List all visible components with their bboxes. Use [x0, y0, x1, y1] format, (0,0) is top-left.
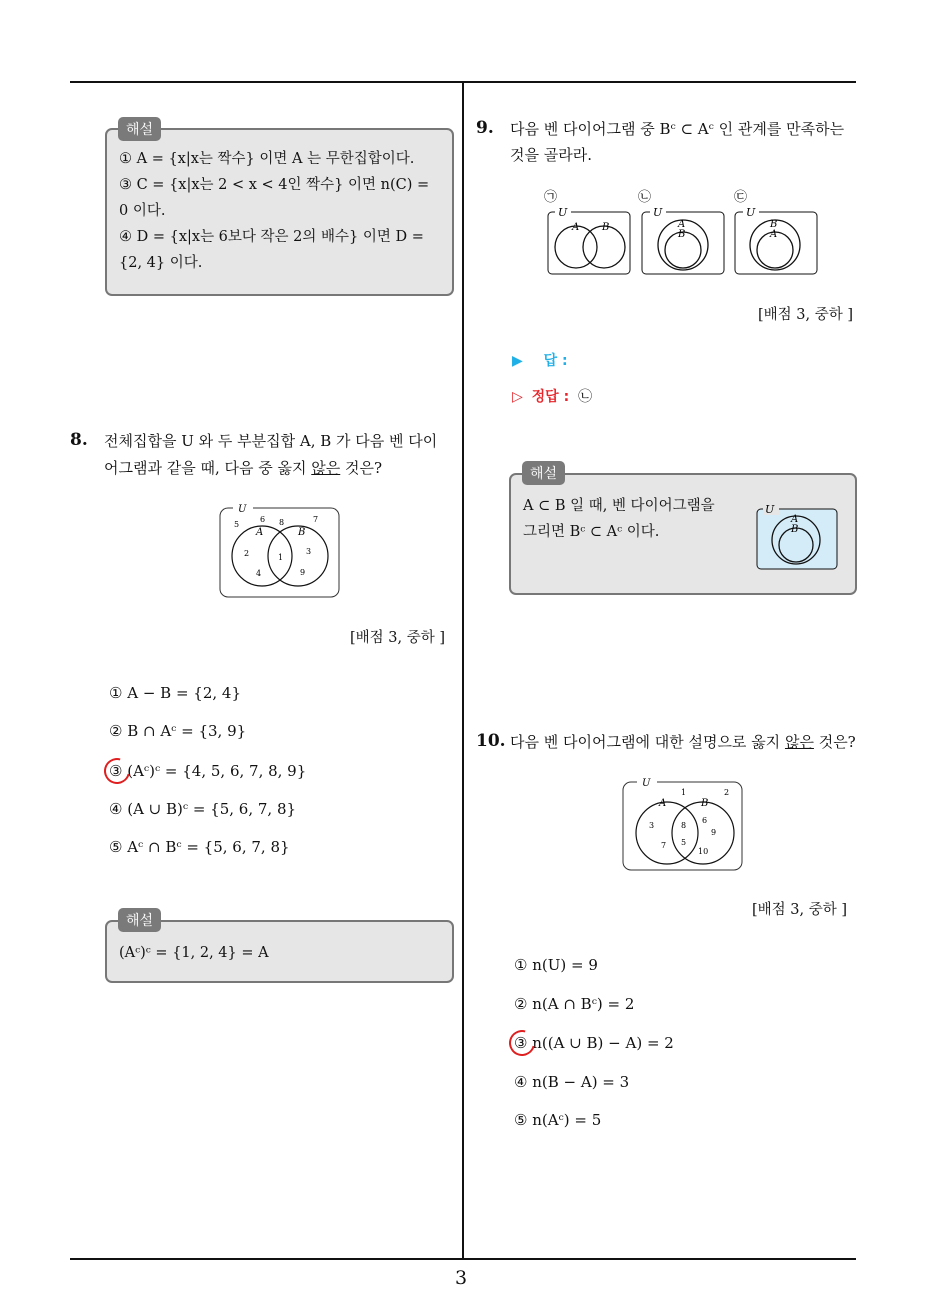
venn-number: 8	[681, 821, 687, 830]
question-8-text: 어그램과 같을 때, 다음 중 옳지	[104, 459, 312, 477]
choice-5[interactable]: ⑤ n(Aᶜ) = 5	[514, 1111, 602, 1129]
explanation-venn	[753, 497, 841, 573]
explanation-line: ③ C = {x|x는 2 < x < 4인 짝수} 이면 n(C) =	[119, 177, 430, 193]
question-9-text-line2: 것을 골라라.	[510, 146, 592, 164]
choice-1[interactable]: ① n(U) = 9	[514, 956, 598, 974]
explanation-line: ① A = {x|x는 짝수} 이면 A 는 무한집합이다.	[119, 151, 415, 167]
explanation-line: (Aᶜ)ᶜ = {1, 2, 4} = A	[119, 945, 269, 961]
question-10-text-part: 것은?	[813, 733, 856, 751]
venn-label-a: A	[256, 527, 264, 538]
bottom-rule	[70, 1258, 856, 1260]
venn-label-a: A	[659, 798, 667, 809]
choice-4[interactable]: ④ (A ∪ B)ᶜ = {5, 6, 7, 8}	[109, 800, 297, 818]
question-8-score: [배점 3, 중하 ]	[350, 630, 446, 646]
venn-diagram-q10	[621, 776, 745, 874]
page-number: 3	[455, 1267, 468, 1289]
venn-number: 2	[724, 788, 730, 797]
explanation-box-q9	[509, 473, 857, 595]
explanation-line: A ⊂ B 일 때, 벤 다이어그램을	[523, 498, 715, 514]
play-icon: ▶	[512, 353, 523, 369]
outline-triangle-icon: ▷	[512, 389, 523, 405]
svg-text:B: B	[678, 229, 686, 240]
answer-label: 답 :	[543, 353, 568, 369]
svg-text:B: B	[791, 524, 799, 535]
venn-label-b: B	[298, 527, 306, 538]
choice-2[interactable]: ② B ∩ Aᶜ = {3, 9}	[109, 722, 247, 740]
underlined-word: 않은	[784, 733, 814, 751]
answer-mark-circle	[99, 753, 135, 789]
venn-label-b: B	[701, 798, 709, 809]
venn-number: 1	[681, 788, 687, 797]
explanation-tag: 해설	[118, 117, 161, 141]
venn-number: 5	[234, 520, 240, 529]
svg-text:U: U	[558, 206, 568, 219]
question-9-number: 9.	[476, 118, 494, 138]
svg-text:A: A	[791, 514, 799, 525]
option-label-3: ㉢	[734, 190, 748, 205]
question-10-text	[510, 729, 856, 756]
venn-number: 10	[698, 847, 709, 856]
explanation-tag: 해설	[118, 908, 161, 932]
option-label-2: ㉡	[638, 190, 652, 205]
explanation-box-1	[105, 128, 454, 296]
svg-text:B: B	[602, 222, 610, 233]
choice-1[interactable]: ① A − B = {2, 4}	[109, 684, 241, 702]
question-8-text-line2	[104, 455, 382, 482]
venn-number: 6	[260, 515, 266, 524]
correct-answer-row	[512, 386, 592, 406]
svg-text:U: U	[746, 206, 756, 219]
option-label-1: ㉠	[544, 190, 558, 205]
answer-row	[512, 350, 568, 370]
underlined-word: 않은	[311, 459, 341, 477]
venn-number: 9	[711, 828, 717, 837]
svg-text:U: U	[765, 503, 775, 516]
question-9-score: [배점 3, 중하 ]	[758, 307, 854, 323]
correct-label: 정답 :	[531, 389, 570, 405]
venn-number: 6	[702, 816, 708, 825]
explanation-line: ④ D = {x|x는 6보다 작은 2의 배수} 이면 D =	[119, 229, 424, 245]
venn-diagram-q8	[218, 502, 342, 600]
svg-text:A: A	[678, 219, 686, 230]
question-8-text-line1: 전체집합을 U 와 두 부분집합 A, B 가 다음 벤 다이	[104, 432, 438, 450]
venn-label-u: U	[642, 778, 651, 789]
venn-label-u: U	[238, 504, 247, 515]
choice-3[interactable]: ③ (Aᶜ)ᶜ = {4, 5, 6, 7, 8, 9}	[109, 762, 307, 780]
svg-text:U: U	[653, 206, 663, 219]
svg-text:B: B	[770, 219, 778, 230]
venn-number: 8	[279, 518, 285, 527]
question-10-number: 10.	[476, 731, 506, 751]
svg-text:A: A	[770, 229, 778, 240]
venn-number: 5	[681, 838, 687, 847]
venn-number: 3	[649, 821, 655, 830]
center-divider	[462, 82, 464, 1259]
explanation-line: 0 이다.	[119, 203, 166, 219]
question-10-text-part: 다음 벤 다이어그램에 대한 설명으로 옳지	[510, 733, 785, 751]
venn-number: 7	[661, 841, 667, 850]
question-8-number: 8.	[70, 430, 88, 450]
venn-number: 2	[244, 549, 250, 558]
venn-number: 9	[300, 568, 306, 577]
svg-text:A: A	[572, 222, 580, 233]
choice-3[interactable]: ③ n((A ∪ B) − A) = 2	[514, 1034, 674, 1052]
question-8-text: 것은?	[340, 459, 383, 477]
question-10-score: [배점 3, 중하 ]	[752, 902, 848, 918]
explanation-line: 그리면 Bᶜ ⊂ Aᶜ 이다.	[523, 524, 660, 540]
choice-5[interactable]: ⑤ Aᶜ ∩ Bᶜ = {5, 6, 7, 8}	[109, 838, 290, 856]
venn-number: 3	[306, 547, 312, 556]
answer-mark-circle	[504, 1025, 540, 1061]
venn-number: 1	[278, 553, 284, 562]
venn-number: 7	[313, 515, 319, 524]
question-9-text-line1: 다음 벤 다이어그램 중 Bᶜ ⊂ Aᶜ 인 관계를 만족하는	[510, 120, 845, 138]
choice-4[interactable]: ④ n(B − A) = 3	[514, 1073, 630, 1091]
explanation-tag: 해설	[522, 461, 565, 485]
correct-value: ㉡	[578, 389, 593, 405]
venn-number: 4	[256, 569, 262, 578]
explanation-line: {2, 4} 이다.	[119, 255, 203, 271]
venn-options-q9	[544, 186, 834, 278]
choice-2[interactable]: ② n(A ∩ Bᶜ) = 2	[514, 995, 635, 1013]
